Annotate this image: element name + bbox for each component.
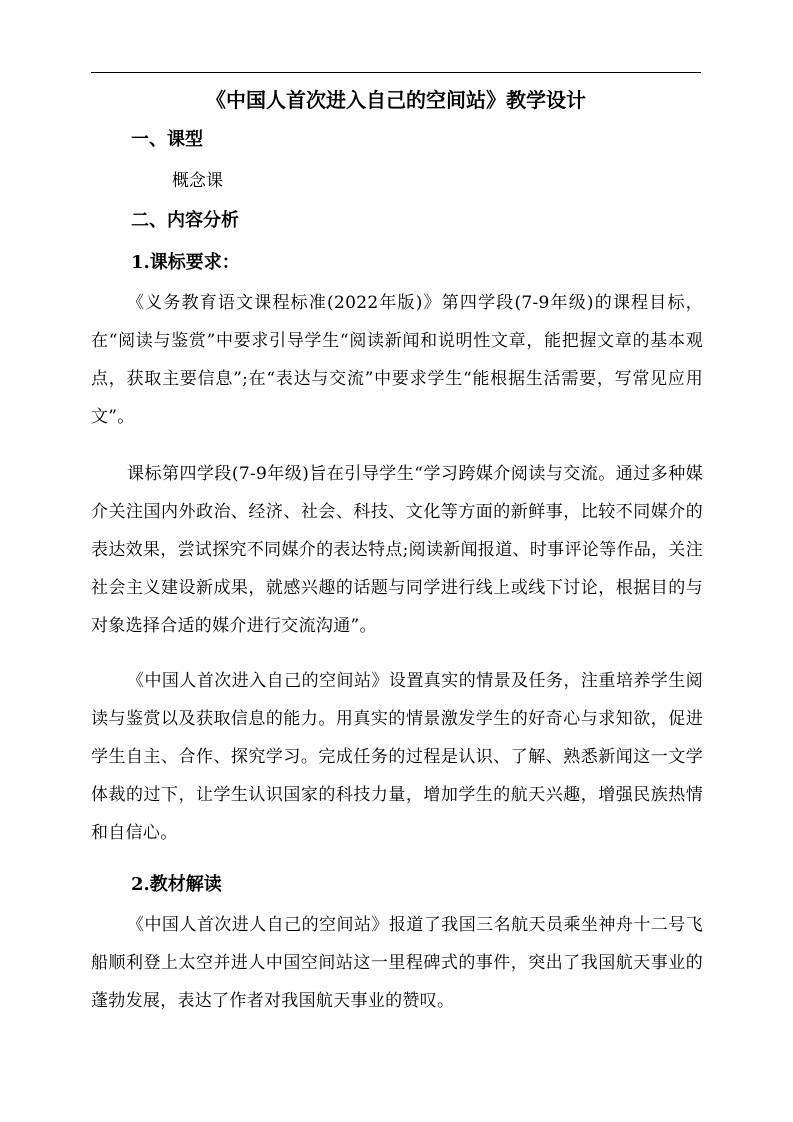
- lesson-type-value: 概念课: [172, 171, 223, 191]
- subsection-heading-textbook-interpretation: 2.教材解读: [131, 874, 222, 895]
- section-heading-content-analysis: 二、内容分析: [131, 210, 239, 231]
- paragraph-fourth-stage: 课标第四学段(7-9年级)旨在引导学生“学习跨媒介阅读与交流。通过多种媒介关注国内外政治、经济、社会、科技、文化等方面的新鲜事，比较不同媒介的表达效果，尝试探究不同媒介的表达特点;阅读新闻报道、时事评论等作品，关注社会主义建设新成果，就感兴趣的话题与同学进行线上或线下讨论，根据目的与对象选择合适的媒介进行交流沟通”。: [91, 464, 703, 636]
- header-rule: [91, 72, 701, 73]
- paragraph-curriculum-goals: 《义务教育语文课程标准(2022年版)》第四学段(7-9年级)的课程目标，在“阅读与鉴赏”中要求引导学生“阅读新闻和说明性文章，能把握文章的基本观点，获取主要信息”;在“表达与交流”中要求学生“能根据生活需要，写常见应用文”。: [91, 293, 703, 427]
- paragraph-textbook-interpretation: 《中国人首次进人自己的空间站》报道了我国三名航天员乘坐神舟十二号飞船顺利登上太空并进人中国空间站这一里程碑式的事件，突出了我国航天事业的蓬勃发展，表达了作者对我国航天事业的赞叹。: [91, 915, 703, 1011]
- section-heading-lesson-type: 一、课型: [131, 129, 203, 150]
- document-title: 《中国人首次进入自己的空间站》教学设计: [206, 88, 586, 112]
- paragraph-lesson-design: 《中国人首次进入自己的空间站》设置真实的情景及任务，注重培养学生阅读与鉴赏以及获取信息的能力。用真实的情景激发学生的好奇心与求知欲，促进学生自主、合作、探究学习。完成任务的过程是认识、了解、熟悉新闻这一文学体裁的过下，让学生认识国家的科技力量，增加学生的航天兴趣，增强民族热情和自信心。: [91, 671, 703, 843]
- subsection-heading-curriculum-requirements: 1.课标要求：: [131, 252, 240, 273]
